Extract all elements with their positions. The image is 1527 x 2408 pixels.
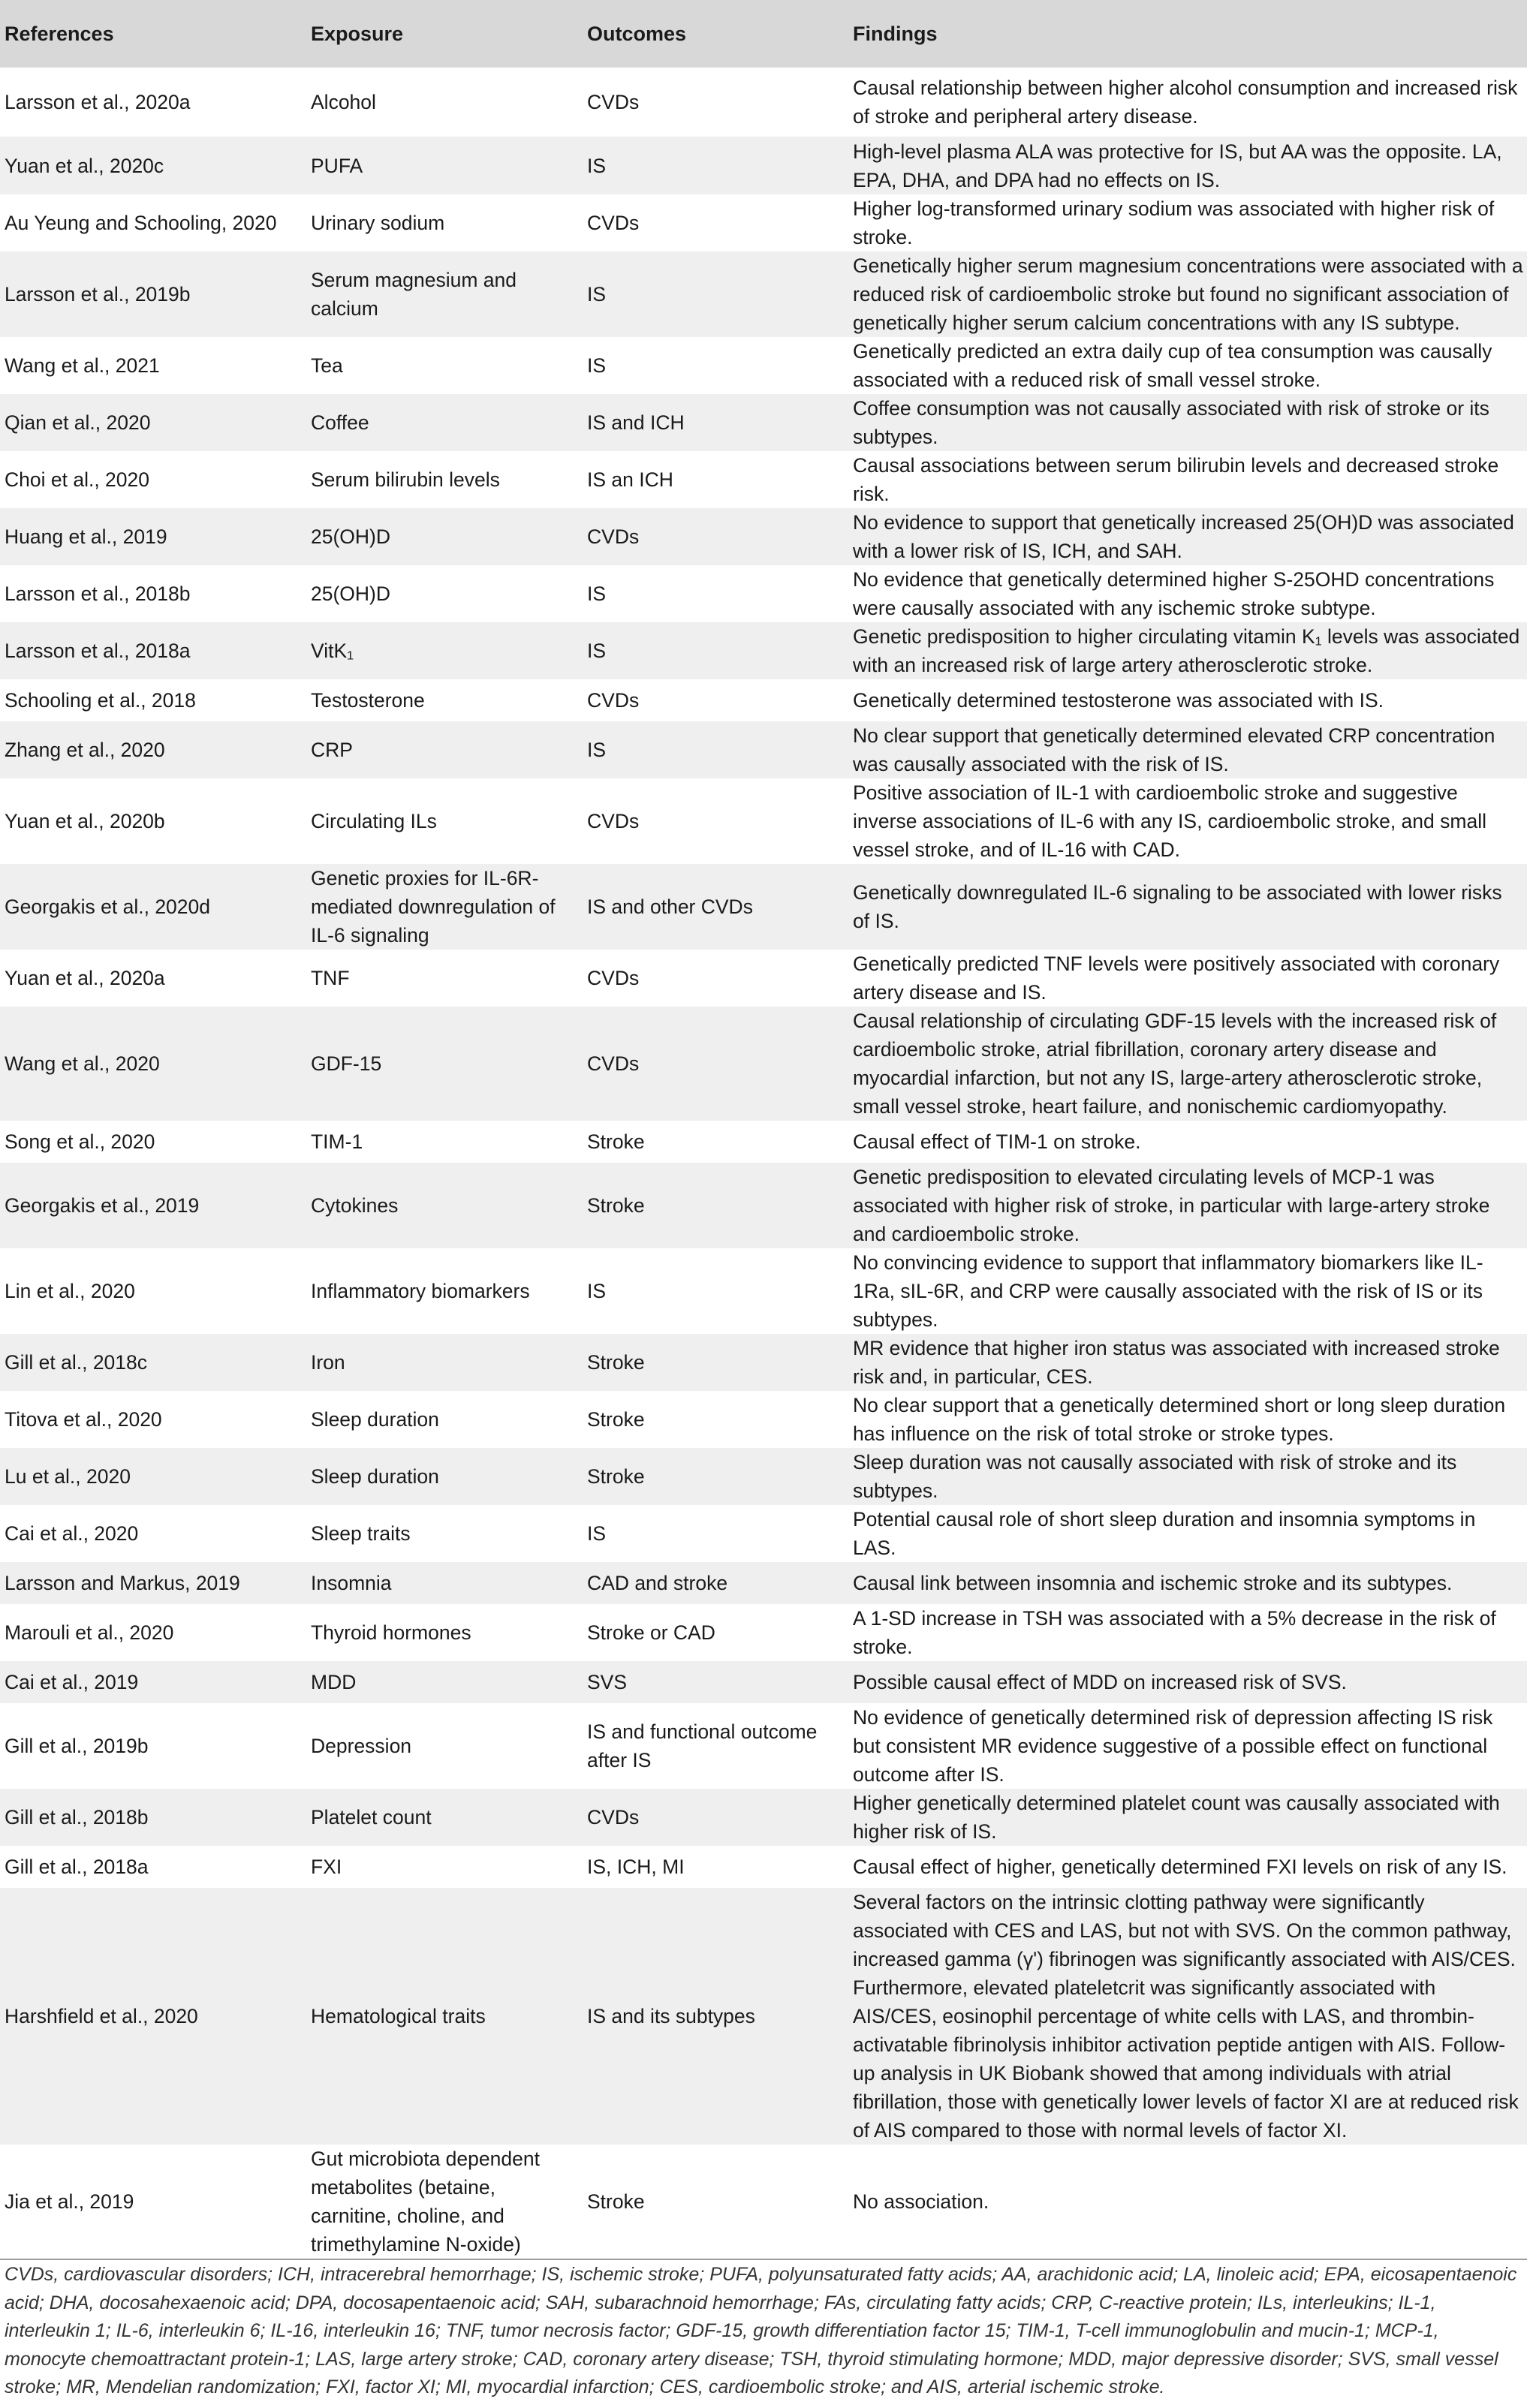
- cell-outcomes: IS: [587, 354, 607, 377]
- cell-outcomes: IS an ICH: [587, 468, 673, 491]
- header-references: References: [0, 0, 303, 68]
- cell-findings: Genetically determined testosterone was associated with IS.: [853, 689, 1384, 712]
- table-row: [0, 194, 1527, 251]
- table-row: [0, 337, 1527, 394]
- table-row: [0, 251, 1527, 337]
- cell-exposure: Thyroid hormones: [311, 1621, 471, 1644]
- table-row: [0, 864, 1527, 950]
- cell-findings: Genetically higher serum magnesium concentrations were associated with a reduced risk of cardioembolic stroke but found no significant association of genetically higher serum calcium concentrations with any IS subtype.: [845, 251, 1527, 337]
- table-header: [0, 0, 1527, 68]
- cell-references: Au Yeung and Schooling, 2020: [5, 212, 277, 234]
- cell-references: Jia et al., 2019: [0, 2145, 303, 2259]
- header-row: [0, 0, 1527, 68]
- cell-outcomes: IS and other CVDs: [580, 864, 845, 950]
- cell-findings: Potential causal role of short sleep duration and insomnia symptoms in LAS.: [853, 1508, 1476, 1559]
- cell-outcomes: CVDs: [580, 508, 845, 565]
- table-row: [0, 1121, 1527, 1163]
- cell-references: Lu et al., 2020: [0, 1448, 303, 1505]
- cell-outcomes: Stroke: [580, 1334, 845, 1391]
- cell-findings: No clear support that a genetically determined short or long sleep duration has influence on the risk of total stroke or stroke types.: [853, 1394, 1506, 1445]
- cell-findings: Genetically predicted TNF levels were positively associated with coronary artery disease and IS.: [853, 953, 1500, 1004]
- cell-findings: Genetic predisposition to elevated circulating levels of MCP-1 was associated with higher risk of stroke, in particular with large-artery stroke and cardioembolic stroke.: [845, 1163, 1527, 1248]
- table-row: [0, 622, 1527, 679]
- cell-findings: Higher genetically determined platelet count was causally associated with higher risk of IS.: [845, 1789, 1527, 1846]
- cell-references: Lin et al., 2020: [5, 1280, 135, 1302]
- cell-findings: Positive association of IL-1 with cardioembolic stroke and suggestive inverse associations of IL-6 with any IS, cardioembolic stroke, and small vessel stroke, and of IL-16 with CAD.: [853, 781, 1486, 861]
- cell-outcomes: IS, ICH, MI: [587, 1856, 685, 1878]
- cell-references: Qian et al., 2020: [0, 394, 303, 451]
- cell-outcomes: CVDs: [580, 1007, 845, 1121]
- cell-references: Larsson et al., 2019b: [0, 251, 303, 337]
- cell-exposure: Hematological traits: [303, 1888, 580, 2145]
- cell-findings: Causal link between insomnia and ischemic stroke and its subtypes.: [845, 1562, 1527, 1604]
- cell-findings: Coffee consumption was not causally associated with risk of stroke or its subtypes.: [845, 394, 1527, 451]
- cell-references: Cai et al., 2020: [5, 1522, 139, 1545]
- cell-findings: Genetically predicted an extra daily cup of tea consumption was causally associated with a reduced risk of small vessel stroke.: [853, 340, 1492, 391]
- cell-references: Larsson et al., 2020a: [5, 91, 191, 113]
- cell-exposure: PUFA: [303, 137, 580, 194]
- cell-outcomes: Stroke: [580, 1448, 845, 1505]
- cell-exposure: FXI: [311, 1856, 342, 1878]
- cell-outcomes: IS and functional outcome after IS: [587, 1720, 818, 1771]
- cell-findings: Causal relationship of circulating GDF-15 levels with the increased risk of cardioembolic stroke, atrial fibrillation, coronary artery disease and myocardial infarction, but not any IS, large-artery atherosclerotic stroke, small vessel stroke, heart failure, and nonischemic cardiomyopathy.: [845, 1007, 1527, 1121]
- cell-references: Yuan et al., 2020c: [0, 137, 303, 194]
- cell-references: Gill et al., 2018a: [5, 1856, 149, 1878]
- cell-exposure: CRP: [303, 721, 580, 778]
- cell-references: Wang et al., 2020: [0, 1007, 303, 1121]
- table-row: [0, 394, 1527, 451]
- cell-outcomes: IS: [580, 137, 845, 194]
- cell-exposure: Platelet count: [303, 1789, 580, 1846]
- cell-outcomes: Stroke: [587, 1408, 645, 1431]
- table-row: [0, 1163, 1527, 1248]
- table-row: [0, 1562, 1527, 1604]
- cell-exposure: Gut microbiota dependent metabolites (betaine, carnitine, choline, and trimethylamine N-oxide): [303, 2145, 580, 2259]
- cell-findings: No convincing evidence to support that inflammatory biomarkers like IL-1Ra, sIL-6R, and CRP were causally associated with the risk of IS or its subtypes.: [853, 1251, 1483, 1331]
- cell-findings: Several factors on the intrinsic clotting pathway were significantly associated with CES and LAS, but not with SVS. On the common pathway, increased gamma (γ') fibrinogen was significantly associated with AIS/CES. Furthermore, elevated plateletcrit was significantly associated with AIS/CES, eosinophil percentage of white cells with LAS, and thrombin-activatable fibrinolysis inhibitor activation peptide antigen with AIS. Follow-up analysis in UK Biobank showed that among individuals with atrial fibrillation, those with genetically lower levels of factor XI are at reduced risk of AIS compared to those with normal levels of factor XI.: [845, 1888, 1527, 2145]
- cell-references: Gill et al., 2018c: [0, 1334, 303, 1391]
- cell-exposure: Insomnia: [303, 1562, 580, 1604]
- cell-findings: Genetic predisposition to higher circulating vitamin K₁ levels was associated with an increased risk of large artery atherosclerotic stroke.: [845, 622, 1527, 679]
- table-footnote: CVDs, cardiovascular disorders; ICH, intracerebral hemorrhage; IS, ischemic stroke; PUFA, polyunsaturated fatty acids; AA, arachidonic acid; LA, linoleic acid; EPA, eicosapentaenoic acid; DHA, docosahexaenoic acid; DPA, docosapentaenoic acid; SAH, subarachnoid hemorrhage; FAs, circulating fatty acids; CRP, C-reactive protein; ILs, interleukins; IL-1, interleukin 1; IL-6, interleukin 6; IL-16, interleukin 16; TNF, tumor necrosis factor; GDF-15, growth differentiation factor 15; TIM-1, T-cell immunoglobulin and mucin-1; MCP-1, monocyte chemoattractant protein-1; LAS, large artery stroke; CAD, coronary artery disease; TSH, thyroid stimulating hormone; MDD, major depressive disorder; SVS, small vessel stroke; MR, Mendelian randomization; FXI, factor XI; MI, myocardial infarction; CES, cardioembolic stroke; and AIS, arterial ischemic stroke.: [5, 2264, 1517, 2397]
- table-row: [0, 1846, 1527, 1888]
- table-row: [0, 950, 1527, 1007]
- header-outcomes: Outcomes: [580, 0, 845, 68]
- cell-references: Harshfield et al., 2020: [0, 1888, 303, 2145]
- table-row: [0, 2145, 1527, 2259]
- cell-exposure: TNF: [311, 967, 350, 989]
- table-row: [0, 1334, 1527, 1391]
- cell-outcomes: Stroke: [587, 1130, 645, 1153]
- cell-findings: High-level plasma ALA was protective for IS, but AA was the opposite. LA, EPA, DHA, and DPA had no effects on IS.: [845, 137, 1527, 194]
- table-row: [0, 1391, 1527, 1448]
- cell-exposure: VitK₁: [303, 622, 580, 679]
- cell-outcomes: CAD and stroke: [580, 1562, 845, 1604]
- cell-findings: A 1-SD increase in TSH was associated with a 5% decrease in the risk of stroke.: [853, 1607, 1496, 1658]
- cell-outcomes: CVDs: [587, 810, 640, 832]
- cell-references: Zhang et al., 2020: [0, 721, 303, 778]
- cell-exposure: Depression: [311, 1735, 412, 1757]
- cell-references: Yuan et al., 2020a: [5, 967, 165, 989]
- cell-findings: Causal associations between serum bilirubin levels and decreased stroke risk.: [853, 454, 1499, 505]
- cell-exposure: 25(OH)D: [311, 582, 391, 605]
- cell-exposure: Cytokines: [303, 1163, 580, 1248]
- table-row: [0, 1007, 1527, 1121]
- cell-references: Marouli et al., 2020: [5, 1621, 174, 1644]
- cell-references: Larsson and Markus, 2019: [0, 1562, 303, 1604]
- table-row: [0, 721, 1527, 778]
- cell-exposure: Tea: [311, 354, 343, 377]
- cell-findings: No clear support that genetically determined elevated CRP concentration was causally associated with the risk of IS.: [845, 721, 1527, 778]
- cell-findings: Genetically downregulated IL-6 signaling to be associated with lower risks of IS.: [845, 864, 1527, 950]
- cell-exposure: Sleep duration: [303, 1448, 580, 1505]
- cell-outcomes: Stroke: [580, 2145, 845, 2259]
- cell-references: Larsson et al., 2018a: [0, 622, 303, 679]
- cell-references: Cai et al., 2019: [0, 1661, 303, 1703]
- cell-outcomes: Stroke or CAD: [587, 1621, 715, 1644]
- cell-exposure: MDD: [303, 1661, 580, 1703]
- cell-findings: No evidence that genetically determined higher S-25OHD concentrations were causally associated with any ischemic stroke subtype.: [853, 568, 1495, 619]
- cell-references: Schooling et al., 2018: [5, 689, 196, 712]
- table-row: [0, 565, 1527, 622]
- cell-exposure: GDF-15: [303, 1007, 580, 1121]
- cell-exposure: Sleep traits: [311, 1522, 411, 1545]
- cell-references: Yuan et al., 2020b: [5, 810, 165, 832]
- cell-outcomes: IS: [580, 721, 845, 778]
- cell-exposure: Circulating ILs: [311, 810, 437, 832]
- cell-references: Gill et al., 2018b: [0, 1789, 303, 1846]
- cell-outcomes: IS: [587, 1280, 607, 1302]
- table-body: [0, 68, 1527, 2259]
- cell-references: Choi et al., 2020: [5, 468, 149, 491]
- cell-exposure: Testosterone: [311, 689, 425, 712]
- cell-outcomes: IS: [580, 251, 845, 337]
- table-row: [0, 1505, 1527, 1562]
- cell-outcomes: CVDs: [587, 967, 640, 989]
- cell-exposure: Coffee: [303, 394, 580, 451]
- cell-outcomes: CVDs: [587, 212, 640, 234]
- table-row: [0, 1888, 1527, 2145]
- cell-findings: Sleep duration was not causally associated with risk of stroke and its subtypes.: [845, 1448, 1527, 1505]
- cell-outcomes: IS and its subtypes: [580, 1888, 845, 2145]
- table-row: [0, 1661, 1527, 1703]
- cell-findings: Causal effect of higher, genetically determined FXI levels on risk of any IS.: [853, 1856, 1507, 1878]
- cell-outcomes: CVDs: [587, 91, 640, 113]
- table-row: [0, 1604, 1527, 1661]
- table-row: [0, 679, 1527, 721]
- cell-exposure: Serum magnesium and calcium: [303, 251, 580, 337]
- cell-outcomes: Stroke: [580, 1163, 845, 1248]
- table-row: [0, 1448, 1527, 1505]
- cell-references: Larsson et al., 2018b: [5, 582, 191, 605]
- table-row: [0, 508, 1527, 565]
- header-exposure: Exposure: [303, 0, 580, 68]
- table-row: [0, 137, 1527, 194]
- cell-references: Titova et al., 2020: [5, 1408, 162, 1431]
- cell-exposure: 25(OH)D: [303, 508, 580, 565]
- cell-findings: Higher log-transformed urinary sodium was associated with higher risk of stroke.: [853, 197, 1495, 248]
- cell-outcomes: IS: [587, 1522, 607, 1545]
- cell-exposure: Genetic proxies for IL-6R-mediated downregulation of IL-6 signaling: [303, 864, 580, 950]
- table-row: [0, 451, 1527, 508]
- cell-findings: Causal effect of TIM-1 on stroke.: [853, 1130, 1141, 1153]
- table-row: [0, 1789, 1527, 1846]
- cell-outcomes: CVDs: [580, 1789, 845, 1846]
- cell-outcomes: IS: [587, 582, 607, 605]
- cell-outcomes: SVS: [580, 1661, 845, 1703]
- cell-exposure: Inflammatory biomarkers: [311, 1280, 530, 1302]
- cell-references: Wang et al., 2021: [5, 354, 160, 377]
- cell-exposure: TIM-1: [311, 1130, 363, 1153]
- header-findings: Findings: [845, 0, 1527, 68]
- cell-findings: Causal relationship between higher alcohol consumption and increased risk of stroke and peripheral artery disease.: [853, 77, 1518, 128]
- table-row: [0, 778, 1527, 864]
- cell-exposure: Sleep duration: [311, 1408, 439, 1431]
- cell-references: Georgakis et al., 2019: [0, 1163, 303, 1248]
- table-row: [0, 68, 1527, 137]
- cell-exposure: Iron: [303, 1334, 580, 1391]
- table-row: [0, 1703, 1527, 1789]
- table-row: [0, 1248, 1527, 1334]
- cell-outcomes: IS: [580, 622, 845, 679]
- cell-references: Gill et al., 2019b: [5, 1735, 149, 1757]
- cell-exposure: Serum bilirubin levels: [311, 468, 500, 491]
- cell-findings: No association.: [845, 2145, 1527, 2259]
- cell-findings: No evidence to support that genetically increased 25(OH)D was associated with a lower risk of IS, ICH, and SAH.: [845, 508, 1527, 565]
- cell-references: Huang et al., 2019: [0, 508, 303, 565]
- cell-exposure: Urinary sodium: [311, 212, 445, 234]
- cell-references: Song et al., 2020: [5, 1130, 155, 1153]
- cell-findings: MR evidence that higher iron status was associated with increased stroke risk and, in particular, CES.: [845, 1334, 1527, 1391]
- cell-references: Georgakis et al., 2020d: [0, 864, 303, 950]
- cell-findings: Possible causal effect of MDD on increased risk of SVS.: [845, 1661, 1527, 1703]
- cell-outcomes: CVDs: [587, 689, 640, 712]
- cell-findings: No evidence of genetically determined risk of depression affecting IS risk but consistent MR evidence suggestive of a possible effect on functional outcome after IS.: [853, 1706, 1493, 1786]
- cell-outcomes: IS and ICH: [580, 394, 845, 451]
- cell-exposure: Alcohol: [311, 91, 376, 113]
